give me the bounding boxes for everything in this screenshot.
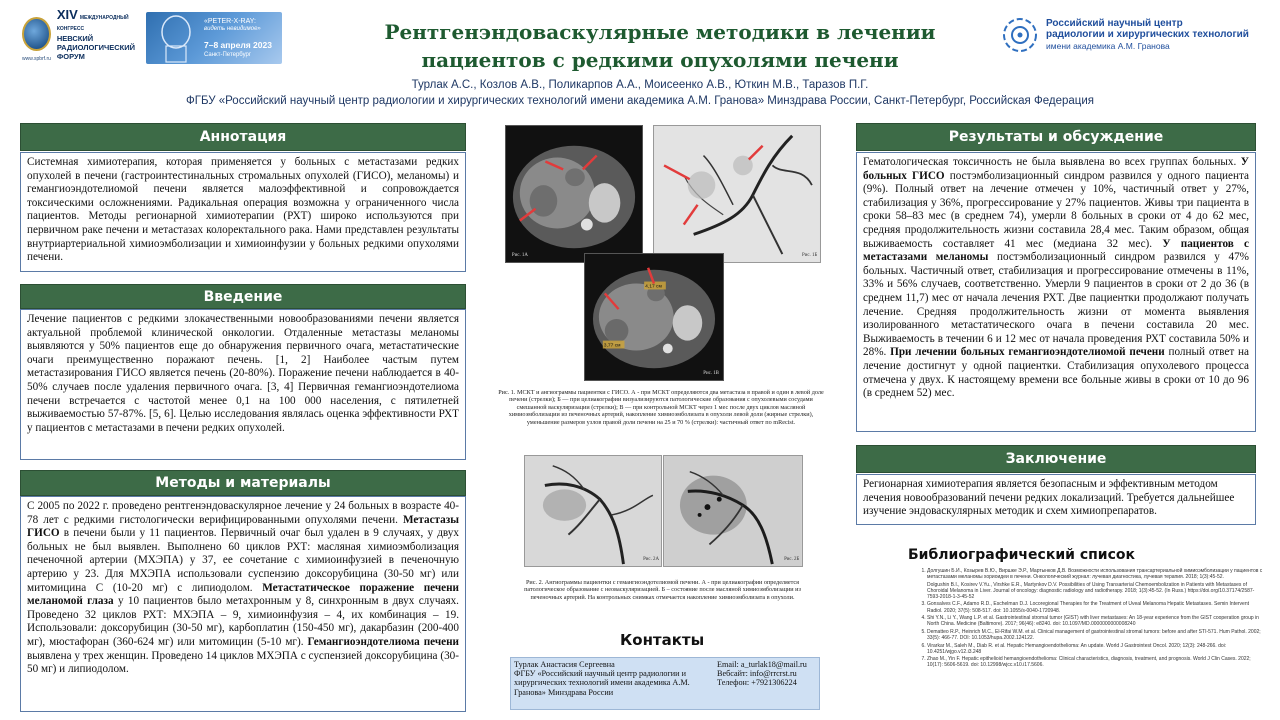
contact-phone: Телефон: +7921306224: [717, 678, 797, 688]
forum-number: XIV: [56, 6, 78, 22]
figure-2b-label: Рис. 2Б: [784, 557, 800, 563]
figure-1-caption: Рис. 1. МСКТ и ангиограммы пациентки с ГИСО. А - при МСКТ определяются два метастаза в правой и один в левой доле печени (стрелки); Б — при целиакографии визуализируются патологические образования с опухолевыми сосудами смешанной васкуляризации (стрелки); В — при контрольной МСКТ через 1 мес после двух циклов масляной химиоэмболизации из печеночных артерий, накопление химиоэмболизата в опухоли левой доли (жирные стрелки), уменьшение размеров узлов правой доли печени на 25 и 70 % (стрелки): частичный ответ по mRecist.: [498, 389, 824, 426]
figure-1c-measure-2: 3,77 см: [603, 343, 621, 349]
bib-item: 7. Zhao M., Yin F. Hepatic epithelioid hemangioendothelioma: Clinical characteristics, diagnosis, treatment, and prognosis. World J Clin Cases. 2022; 10(17): 5606-5619. doi: 10.12998/wjcc.v10.i17.5606.: [927, 656, 1265, 668]
center-line2: радиологии и хирургических технологий: [1046, 29, 1249, 41]
contact-org: ФГБУ «Российский научный центр радиологии и хирургических технологий имени академика А.М. Гранова» Минздрава России: [514, 669, 690, 697]
contacts-header: Контакты: [620, 631, 705, 649]
results-text: Гематологическая токсичность не была выявлена во всех группах больных. У больных ГИСО постэмболизационный синдром развился у одного пациента (9%). Полный ответ на лечение отмечен у 10%, частичный ответ у 27%, стабилизация у 36%, прогрессирование у 27% пациентов. Живы три пациента в сроки 58–83 мес (в среднем 74), умерли 8 больных в сроки от 4 до 62 мес, средняя продолжительность жизни составила 28,4 мес. Таким образом, общая выживаемость составляет 41 мес (медиана 32 мес). У пациентов с метастазами меланомы постэмболизационный синдром развился у 47% больных. Частичный ответ, стабилизация и прогрессирование отмечены в 11%, 33% и 56% случаев, соответственно. Умерли 9 пациентов в сроки от 2 до 36 (в среднем 11,7) мес от начала лечения РХТ. Две пациентки продолжают получать лечение. Средняя продолжительность жизни от момента выявления изолированного метастатического очага в печени составила 20 мес. Выживаемость в течении 6 и 12 мес от начала проведения РХТ составила 50% и 28%. При лечении больных гемангиоэндотелиомой печени полный ответ на лечение достигнут у одной пациентки. Стабилизация опухолевого процесса отмечена у двух. К настоящему времени все больные живы в сроки от 10 до 96 (в среднем 52) мес.: [863, 156, 1249, 400]
peter-line1: «PETER-X-RAY:: [204, 18, 256, 25]
peter-dates: 7–8 апреля 2023: [204, 40, 272, 50]
figure-2a-label: Рис. 2А: [643, 557, 660, 563]
center-line3: имени академика А.М. Гранова: [1046, 40, 1170, 51]
peter-xray-logo: [146, 12, 282, 64]
conclusion-text: Регионарная химиотерапия является безопасным и эффективным методом лечения новообразований печени редких локализаций. Требуется дальнейшее изучение эндоваскулярных методик и схем химиопрепаратов.: [863, 478, 1235, 518]
methods-text: С 2005 по 2022 г. проведено рентгенэндоваскулярное лечение у 24 больных в возрасте 40-78 лет с редкими гистологически верифицированными опухолями печени. Метастазы ГИСО в печени были у 11 пациентов. Первичный очаг был удален в 9 случаях, у двух больных не был выявлен. Выполнено 60 циклов РХТ: масляная химиоэмболизация печеночной артерии (МХЭПА) у 37, ее сочетание с химиоинфузией в печеночную артерию у 23. Для МХЭПА использовали суспензию доксорубицина (30-50 мг) или митомицина С (10-20 мг) с липиодолом. Метастатическое поражение печени меланомой глаза у 10 пациентов было метахронным у 8, синхронным в двух случаях. Проведено 32 циклов РХТ: МХЭПА – 9, химиоинфузия – 4, их комбинация – 19. Использовали: доксорубицин (30-50 мг), карбоплатин (150-450 мг), дакарбазин (200-400 мг), мюстафоран (360-624 мг) или митомицин (5-10 мг). Гемангиоэндотелиома печени выявлена у трех женщин. Проведено 14 циклов МХЭПА с суспензией доксорубицина (30-50 мг) и липиодолом.: [27, 500, 459, 676]
forum-emblem-icon: [22, 17, 51, 51]
figure-1b-label: Рис. 1Б: [802, 253, 818, 259]
bibliography-header: Библиографический список: [908, 547, 1136, 563]
annotation-header: Аннотация: [20, 123, 466, 151]
bib-item: 6. Virarkar M., Saleh M., Diab R. et al. Hepatic Hemangioendothelioma: An update. World J Gastrointest Oncol. 2020; 12(3): 248-266. doi: 10.4251/wjgo.v12.i3.248: [927, 643, 1265, 655]
authors: Турлак А.С., Козлов А.В., Поликарпов А.А., Моисеенко А.В., Юткин М.В., Таразов П.Г.: [411, 79, 869, 91]
contacts-box: [510, 657, 820, 710]
bib-item: 5. Dematteo R.P., Heinrich M.C., El-Rifai W.M. et al. Clinical management of gastrointestinal stromal tumors: before and after STI-571. Hum Pathol. 2002; 33(5): 466-77. DOI: 10.1053/hupa.2002.124122.: [927, 629, 1265, 641]
bib-item: 3. Gonsalves C.F., Adamo R.D., Eschelman D.J. Locoregional Therapies for the Treatment of Uveal Melanoma Hepatic Metastases. Semin Intervent Radiol. 2020; 37(5): 508-517. doi: 10.1055/s-0040-1720948.: [927, 601, 1265, 613]
bibliography-list: [905, 568, 1265, 670]
figure-2a-angiogram: [524, 455, 662, 567]
peter-line2: видеть невидимое»: [204, 26, 261, 32]
figure-1a-label: Рис. 1А: [511, 253, 528, 259]
figure-2-caption: Рис. 2. Ангиограммы пациентки с гемангиоэндотелиомой печени. А - при целиакографии определяется патологическое образование с неоваскуляризацией. Б – состояние после масляной химиоэмболизации из печеночных артерий. На контрольных снимках отмечается накопление химиоэмболизата в опухоли.: [524, 579, 801, 601]
forum-line3: РАДИОЛОГИЧЕСКИЙ: [56, 42, 136, 52]
bib-item: 4. Shi Y.N., Li Y., Wang L.P. et al. Gastrointestinal stromal tumor (GIST) with liver metastases: An 18-year experience from the GIST cooperation group in North China. Medicine (Baltimore). 2017; 96(46): e8240. doi: 10.1097/MD.0000000000008240: [927, 615, 1265, 627]
peter-city: Санкт-Петербург: [204, 52, 252, 58]
forum-line4: ФОРУМ: [56, 51, 85, 61]
contact-email[interactable]: Email: a_turlak18@mail.ru: [717, 660, 807, 669]
conclusion-box: [856, 474, 1256, 525]
bib-item: 1. Долгушин Б.И., Козырев В.Ю., Виршке Э.Р., Мартынков Д.В. Возможности использования трансартериальной химиоэмболизации у пациентов с метастазами меланомы хориоидеи в печени. Онкологический журнал: лучевая диагностика, лучевая терапия. 2018; 1(3):45-52.: [927, 568, 1265, 580]
figure-1c-label: Рис. 1В: [703, 371, 719, 377]
annotation-box: [20, 152, 466, 272]
conclusion-header: Заключение: [856, 445, 1256, 473]
xray-silhouette-icon: [148, 12, 204, 64]
center-emblem-icon: [1000, 15, 1040, 55]
methods-header: Методы и материалы: [20, 470, 466, 496]
contact-name: Турлак Анастасия Сергеевна: [514, 660, 615, 669]
results-header: Результаты и обсуждение: [856, 123, 1256, 151]
figure-1b-angiogram: [653, 125, 821, 263]
annotation-text: Системная химиотерапия, которая применяется у больных с метастазами редких опухолей в печени (гастроинтестинальных стромальных опухолей (ГИСО), меланомы) и гемангиоэндотелиомой печени является малоэффективной и сопровождается токсическими осложнениями. Радикальная операция возможна у ограниченного числа пациентов. Методы регионарной химиотерапии (РХТ) широко используются при первичном раке печени и метастазах колоректального рака. Нами представлен результаты внутриартериальной химиоэмболизации и химиоинфузии у больных редкими опухолями печени.: [27, 156, 459, 264]
figure-1c-measure-1: 4,17 см: [645, 284, 662, 290]
forum-line2: НЕВСКИЙ: [56, 33, 94, 43]
methods-box: [20, 496, 466, 712]
intro-header: Введение: [20, 284, 466, 309]
intro-box: [20, 309, 466, 460]
intro-text: Лечение пациентов с редкими злокачественными новообразованиями печени является актуальной проблемой клинической онкологии. Отдаленные метастазы меланомы выявляются у 50% пациентов еще до обнаружения первичного очага, метастатические очаги преимущественно поражают печень. [1, 2] Наиболее частым путем метастазирования ГИСО является печень (20-80%). Поражение печени наблюдается в 40-50% случаев после удаления первичного очага. [3, 4] Первичная гемангиоэндотелиома печени встречается с частотой менее 0,1 на 100 000 населения, с пятилетней выживаемостью 57-87%. [5, 6]. Целью исследования являлась оценка эффективности РХТ у пациентов с метастазами в печени редких опухолей.: [27, 313, 459, 434]
forum-site: www.spbrf.ru: [22, 56, 51, 62]
center-logo: [1000, 12, 1260, 58]
center-line1: Российский научный центр: [1046, 17, 1183, 29]
bib-item: Dolgushin B.I., Kosirev V.Yu., Virshke E.R., Martynkov D.V. Possibilities of Using Transarterial Chemoembolization in Patients with Metastases of Choroidal Melanoma in Liver. Journal of oncology: diagnostic radiology and radiotherapy. 2018; 1(3):45-52. (In Russ.) https://doi.org/10.37174/2587-7593-2018-1-3-45-52: [927, 581, 1255, 600]
poster-title: Рентгенэндоваскулярные методики в лечении пациентов с редкими опухолями печени: [384, 20, 936, 72]
forum-line1: МЕЖДУНАРОДНЫЙ КОНГРЕСС: [56, 14, 129, 32]
results-box: [856, 152, 1256, 432]
affiliation: ФГБУ «Российский научный центр радиологии и хирургических технологий имени академика А.М. Гранова» Минздрава России, Санкт-Петербург, Российская Федерация: [185, 95, 1095, 107]
figure-1c-ct: [584, 253, 724, 381]
figure-1a-ct: [505, 125, 643, 263]
contact-site[interactable]: Вебсайт: info@rrcrst.ru: [717, 669, 797, 679]
figure-2b-angiogram: [663, 455, 803, 567]
